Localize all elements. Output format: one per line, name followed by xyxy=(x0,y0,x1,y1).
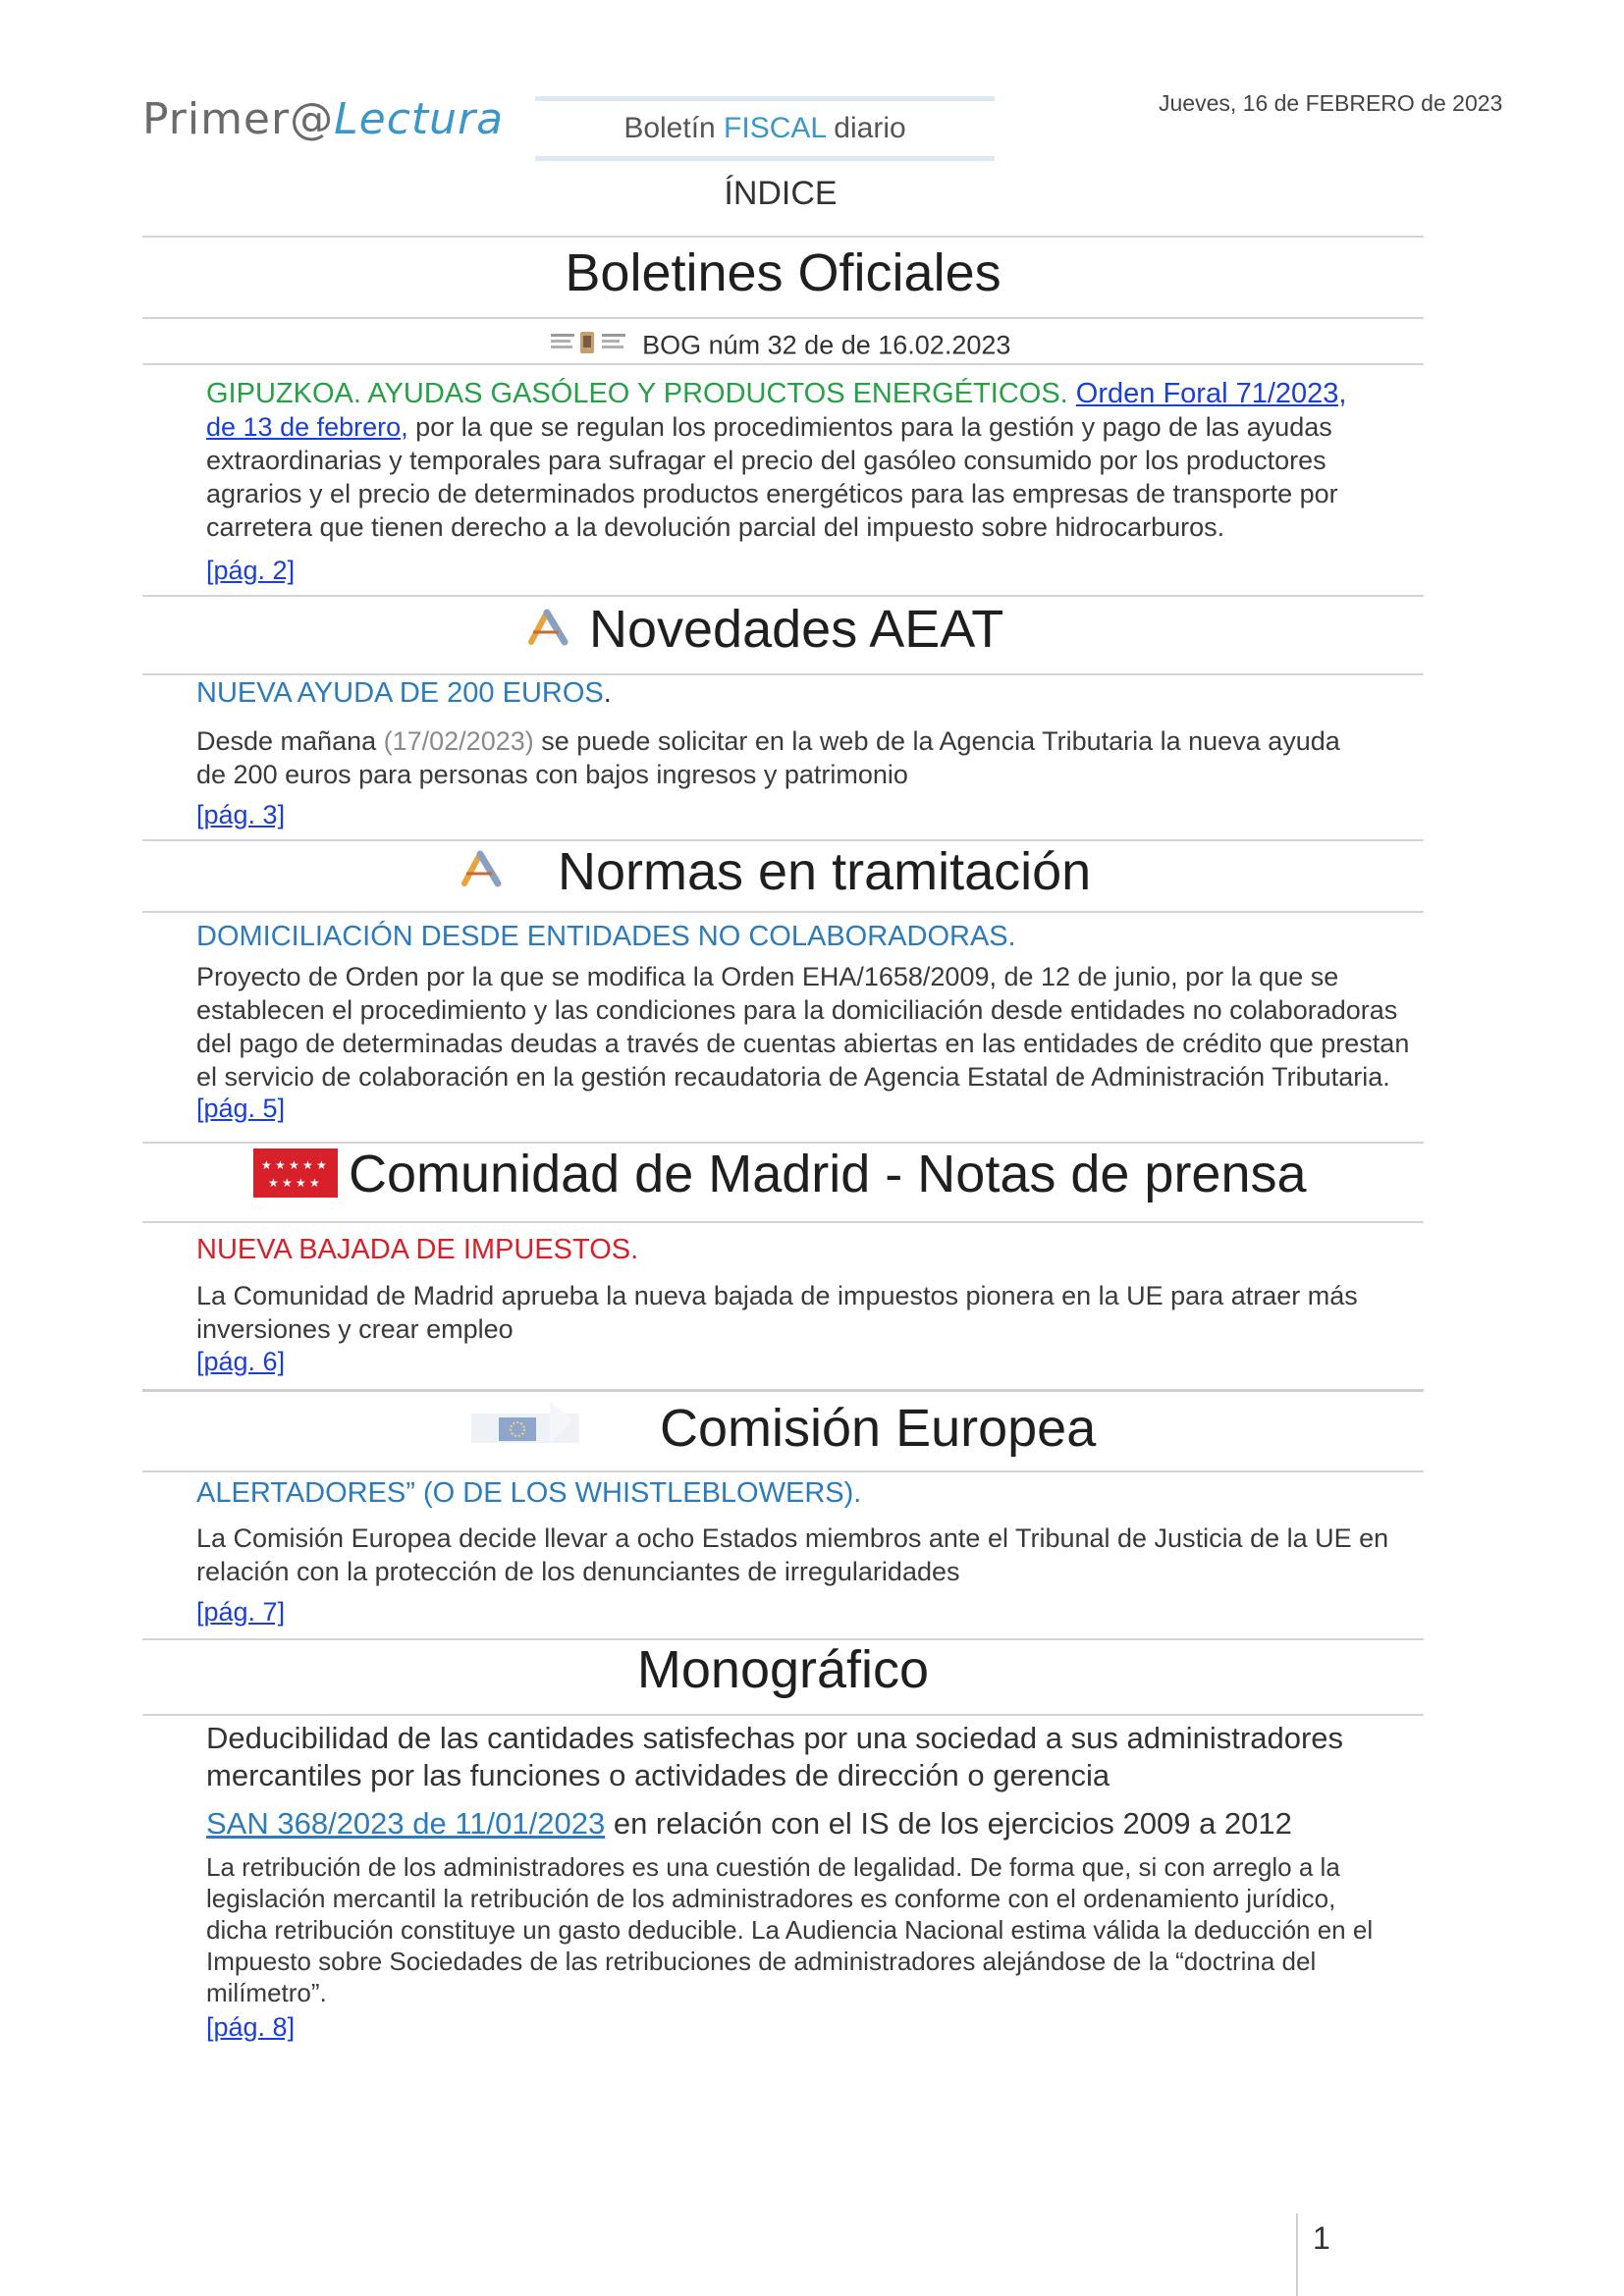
svg-text:★: ★ xyxy=(261,1158,272,1172)
aeat-title-text: NUEVA AYUDA DE 200 EUROS xyxy=(196,677,604,709)
site-logo xyxy=(142,94,504,144)
page-number: 1 xyxy=(1313,2220,1330,2256)
bulletin-word-fiscal: FISCAL xyxy=(724,112,826,144)
aeat-logo-icon xyxy=(459,850,510,892)
section-heading-aeat: Novedades AEAT xyxy=(589,600,1004,659)
section-heading-boletines: Boletines Oficiales xyxy=(565,243,1001,302)
bulletin-word-diario: diario xyxy=(825,112,906,144)
divider xyxy=(142,911,1424,913)
gipuzkoa-text-1: por la que se regulan los procedimientos para la gestión y pago de las ayudas xyxy=(415,412,1332,442)
bog-issue-text: BOG núm 32 de de 16.02.2023 xyxy=(642,330,1011,360)
section-heading-comision: Comisión Europea xyxy=(660,1399,1097,1458)
gipuzkoa-line-first xyxy=(206,377,1422,410)
page-link-5[interactable]: [pág. 5] xyxy=(196,1094,286,1123)
divider xyxy=(142,317,1424,319)
madrid-text-2: inversiones y crear empleo xyxy=(196,1314,514,1344)
aeat-text-c: se puede solicitar en la web de la Agencia Tributaria la nueva ayuda xyxy=(533,726,1340,756)
section-heading-madrid: Comunidad de Madrid - Notas de prensa xyxy=(349,1145,1307,1203)
bog-issue-line xyxy=(0,330,1561,364)
gipuzkoa-text-4: carretera que tienen derecho a la devolución parcial del impuesto sobre hidrocarburos. xyxy=(206,512,1225,542)
section-heading-monografico: Monográfico xyxy=(636,1640,930,1699)
divider xyxy=(142,1714,1424,1716)
gipuzkoa-text-3: agrarios y el precio de determinados productos energéticos para las empresas de transporte por xyxy=(206,479,1338,508)
svg-text:★: ★ xyxy=(282,1176,293,1190)
normas-item-body xyxy=(196,960,1424,1094)
madrid-item-body xyxy=(196,1279,1424,1346)
monografico-text-3: dicha retribución constituye un gasto deducible. La Audiencia Nacional estima válida la deducción en el xyxy=(206,1915,1374,1945)
san-reference xyxy=(206,1806,1292,1842)
comision-text-2: relación con la protección de los denunciantes de irregularidades xyxy=(196,1557,960,1586)
svg-text:★: ★ xyxy=(275,1158,286,1172)
bulletin-title xyxy=(535,96,995,161)
page-link-8[interactable]: [pág. 8] xyxy=(206,2012,296,2042)
svg-text:★: ★ xyxy=(268,1176,279,1190)
monografico-text-1: La retribución de los administradores es una cuestión de legalidad. De forma que, si con arreglo a la xyxy=(206,1852,1340,1882)
logo-text-lectura: Lectura xyxy=(334,94,505,144)
monografico-subtitle xyxy=(206,1720,1422,1794)
page-link-3[interactable]: [pág. 3] xyxy=(196,800,286,829)
aeat-date: (17/02/2023) xyxy=(383,726,534,756)
footer-divider xyxy=(1296,2214,1298,2296)
gipuzkoa-line-second xyxy=(206,410,1422,444)
comision-item-body xyxy=(196,1522,1424,1588)
monografico-body xyxy=(206,1851,1422,2008)
eu-commission-logo-icon xyxy=(471,1400,579,1456)
aeat-body-line-1 xyxy=(196,724,1424,758)
normas-item-title: DOMICILIACIÓN DESDE ENTIDADES NO COLABORADORAS. xyxy=(196,921,1016,952)
normas-text-1: Proyecto de Orden por la que se modifica la Orden EHA/1658/2009, de 12 de junio, por la que se xyxy=(196,962,1339,991)
divider xyxy=(142,1389,1424,1392)
monografico-subtitle-2: mercantiles por las funciones o actividades de dirección o gerencia xyxy=(206,1758,1110,1792)
gipuzkoa-bulletin-logo-icon xyxy=(551,330,635,364)
logo-text-primer: Primer@ xyxy=(142,94,335,144)
divider xyxy=(142,595,1424,597)
monografico-text-2: legislación mercantil la retribución de los administradores es conforme con el ordenamiento jurídico, xyxy=(206,1884,1336,1913)
san-reference-text: en relación con el IS de los ejercicios 2009 a 2012 xyxy=(605,1806,1292,1841)
comision-item-title: ALERTADORES” (O DE LOS WHISTLEBLOWERS). xyxy=(196,1477,862,1509)
page-link-6[interactable]: [pág. 6] xyxy=(196,1347,286,1376)
page-link-2[interactable]: [pág. 2] xyxy=(206,556,296,585)
divider xyxy=(142,673,1424,675)
divider xyxy=(142,363,1424,365)
san-link[interactable]: SAN 368/2023 de 11/01/2023 xyxy=(206,1806,606,1841)
svg-text:★: ★ xyxy=(309,1176,320,1190)
page-link-7[interactable]: [pág. 7] xyxy=(196,1597,286,1627)
gipuzkoa-text-2: extraordinarias y temporales para sufragar el precio del gasóleo consumido por los productores xyxy=(206,446,1326,475)
svg-text:★: ★ xyxy=(296,1176,306,1190)
orden-foral-link[interactable]: Orden Foral 71/2023, xyxy=(1075,378,1347,409)
monografico-subtitle-1: Deducibilidad de las cantidades satisfechas por una sociedad a sus administradores xyxy=(206,1721,1344,1755)
index-title: ÍNDICE xyxy=(724,175,838,212)
madrid-item-title: NUEVA BAJADA DE IMPUESTOS. xyxy=(196,1234,639,1265)
aeat-body-line-2: de 200 euros para personas con bajos ingresos y patrimonio xyxy=(196,760,908,789)
bulletin-word-boletin: Boletín xyxy=(623,112,725,144)
gipuzkoa-item xyxy=(206,377,1422,544)
normas-text-3: del pago de determinadas deudas a través de cuentas abiertas en las entidades de crédito que prestan xyxy=(196,1029,1410,1058)
issue-date: Jueves, 16 de FEBRERO de 2023 xyxy=(1159,90,1503,116)
orden-foral-date-link[interactable]: de 13 de febrero, xyxy=(206,412,408,442)
svg-text:★: ★ xyxy=(289,1158,299,1172)
svg-text:★: ★ xyxy=(302,1158,313,1172)
aeat-logo-icon xyxy=(525,609,576,651)
divider xyxy=(142,1470,1424,1472)
monografico-text-4: Impuesto sobre Sociedades de las retribuciones de administradores alejándose de la “doctrina del xyxy=(206,1947,1317,1976)
divider xyxy=(142,1221,1424,1223)
normas-text-2: establecen el procedimiento y las condiciones para la domiciliación desde entidades no colaboradoras xyxy=(196,995,1398,1025)
aeat-text-a: Desde mañana xyxy=(196,726,384,756)
monografico-text-5: milímetro”. xyxy=(206,1978,327,2007)
madrid-flag-icon xyxy=(253,1148,338,1202)
madrid-text-1: La Comunidad de Madrid aprueba la nueva bajada de impuestos pionera en la UE para atraer más xyxy=(196,1281,1358,1310)
svg-text:★: ★ xyxy=(316,1158,327,1172)
aeat-title-dot: . xyxy=(603,677,612,709)
aeat-item-title xyxy=(196,677,612,710)
normas-text-4: el servicio de colaboración en la gestión recaudatoria de Agencia Estatal de Administración Tributaria. xyxy=(196,1062,1390,1092)
aeat-item-body xyxy=(196,724,1424,791)
comision-text-1: La Comisión Europea decide llevar a ocho Estados miembros ante el Tribunal de Justicia de la UE en xyxy=(196,1523,1389,1553)
divider xyxy=(142,236,1424,238)
gipuzkoa-title: GIPUZKOA. AYUDAS GASÓLEO Y PRODUCTOS ENERGÉTICOS. xyxy=(206,378,1068,409)
section-heading-normas: Normas en tramitación xyxy=(558,842,1092,901)
